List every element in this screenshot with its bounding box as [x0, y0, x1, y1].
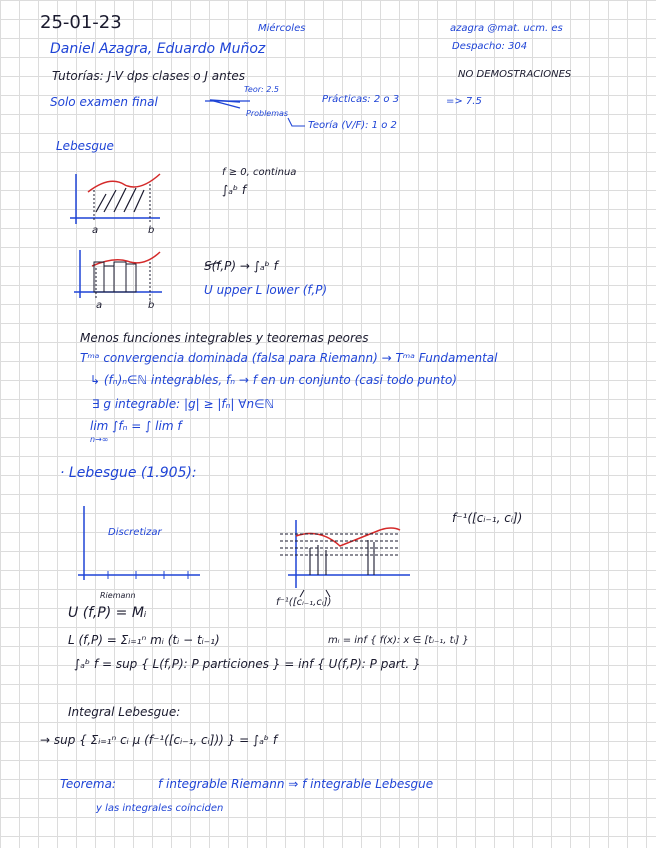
mi-definition: mᵢ = inf { f(x): x ∈ [tᵢ₋₁, tᵢ] }	[328, 635, 469, 646]
theorem-label: Teorema:	[60, 777, 116, 791]
lower-sum: L (f,P) = Σᵢ₌₁ⁿ mᵢ (tᵢ − tᵢ₋₁)	[68, 633, 220, 647]
axis-a-1: a	[92, 225, 99, 236]
dominating-function: ∃ g integrable: |g| ≥ |fₙ| ∀n∈ℕ	[92, 397, 275, 411]
riemann-label: Riemann	[100, 591, 136, 600]
integral-lebesgue-title: Integral Lebesgue:	[68, 705, 181, 719]
practicas: Prácticas: 2 o 3	[322, 94, 400, 105]
sequence-integrable: ↳ (fₙ)ₙ∈ℕ integrables, fₙ → f en un conjunto (casi todo punto)	[90, 373, 457, 387]
axis-b-2: b	[148, 300, 155, 311]
lebesgue-integral-formula: → sup { Σᵢ₌₁ⁿ cᵢ μ (f⁻¹([cᵢ₋₁, cᵢ])) } = ∫ₐᵇ f	[40, 733, 278, 747]
sup-inf-equality: ∫ₐᵇ f = sup { L(f,P): P particiones } = inf { U(f,P): P part. }	[74, 657, 421, 671]
day-label: Miércoles	[258, 23, 306, 34]
professors: Daniel Azagra, Eduardo Muñoz	[50, 41, 266, 57]
section-title-lebesgue: Lebesgue	[56, 139, 114, 153]
preimage-small-label: f⁻¹([cᵢ₋₁,cᵢ])	[276, 597, 332, 608]
problems-label: Problemas	[246, 109, 289, 118]
tma-convergencia: Tᵐᵃ convergencia dominada (falsa para Riemann) → Tᵐᵃ Fundamental	[80, 351, 498, 365]
discretizar-label: Discretizar	[108, 527, 162, 538]
theorem-statement: f integrable Riemann ⇒ f integrable Lebesgue	[158, 777, 434, 791]
lebesgue-1905-title: · Lebesgue (1.905):	[60, 465, 197, 481]
tutorials: Tutorías: J-V dps clases o J antes	[52, 69, 246, 83]
email: azagra @mat. ucm. es	[450, 23, 563, 34]
axis-a-2: a	[96, 300, 103, 311]
upper-sum: U (f,P) = Mᵢ	[68, 605, 147, 621]
no-demos-note: NO DEMOSTRACIONES	[458, 69, 572, 80]
integral-expression: ∫ₐᵇ f	[222, 183, 247, 197]
intro-line: Menos funciones integrables y teoremas peores	[80, 331, 369, 345]
axis-b-1: b	[148, 225, 155, 236]
limit-integral-equality: lim ∫fₙ = ∫ lim f	[90, 419, 182, 433]
preimage-label: f⁻¹([cᵢ₋₁, cᵢ])	[452, 511, 523, 525]
teoria-vf: Teoría (V/F): 1 o 2	[308, 120, 397, 131]
limit-subscript: n→∞	[90, 435, 109, 444]
date: 25-01-23	[40, 12, 122, 33]
theory-weight: Teor: 2.5	[244, 85, 279, 94]
office: Despacho: 304	[452, 41, 528, 52]
upper-lower-sums: U upper L lower (f,P)	[204, 283, 328, 297]
condition-nonneg-continuous: f ≥ 0, continua	[222, 167, 297, 178]
riemann-sum-limit: S(f,P) → ∫ₐᵇ f	[204, 259, 278, 273]
grade-result: => 7.5	[446, 96, 482, 107]
theorem-statement-cont: y las integrales coinciden	[96, 803, 224, 814]
exam-type: Solo examen final	[50, 95, 158, 109]
